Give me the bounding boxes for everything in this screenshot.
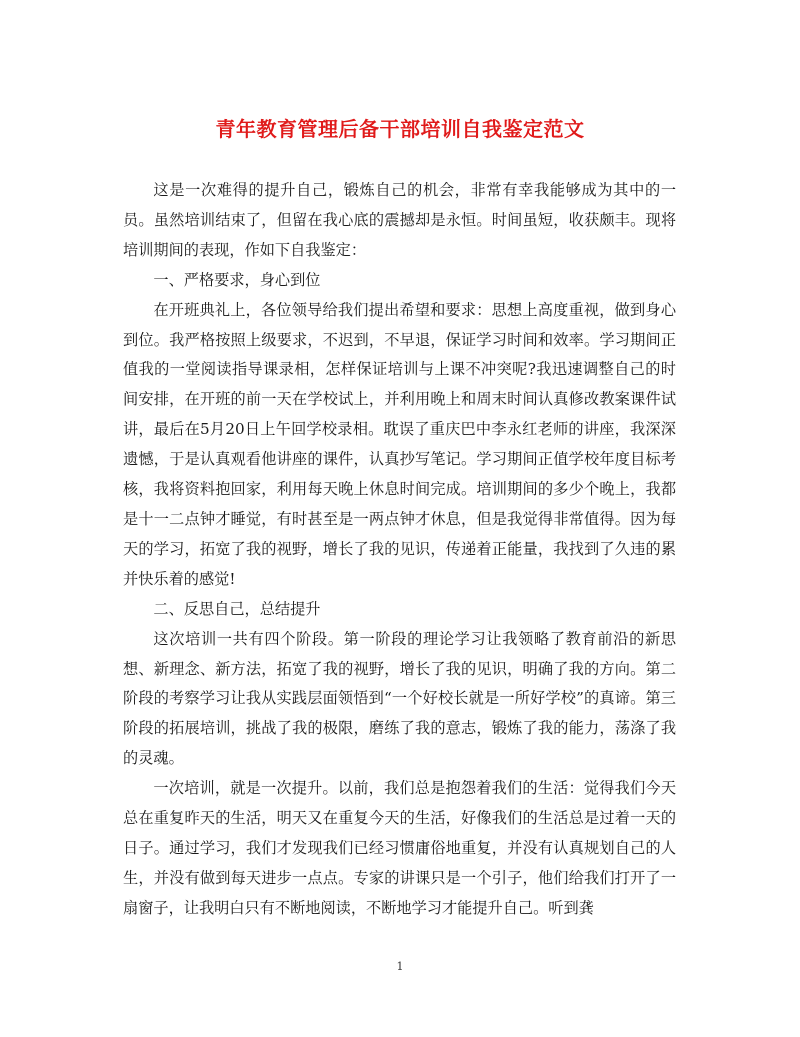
document-body	[123, 176, 676, 924]
paragraph-intro: 这是一次难得的提升自己，锻炼自己的机会，非常有幸我能够成为其中的一员。虽然培训结束了，但留在我心底的震撼却是永恒。时间虽短，收获颇丰。现将培训期间的表现，作如下自我鉴定：	[123, 181, 676, 259]
section-heading-1: 一、严格要求，身心到位	[153, 270, 321, 289]
paragraph-section-2-reflection: 一次培训，就是一次提升。以前，我们总是抱怨着我们的生活：觉得我们今天总在重复昨天的生活，明天又在重复今天的生活，好像我们的生活总是过着一天的日子。通过学习，我们才发现我们已经习惯庸俗地重复，并没有认真规划自己的人生，并没有做到每天进步一点点。专家的讲课只是一个引子，他们给我们打开了一扇窗子，让我明白只有不断地阅读，不断地学习才能提升自己。听到龚	[123, 779, 676, 917]
section-heading-2: 二、反思自己，总结提升	[153, 599, 321, 618]
paragraph-section-1: 在开班典礼上，各位领导给我们提出希望和要求：思想上高度重视，做到身心到位。我严格按照上级要求，不迟到，不早退，保证学习时间和效率。学习期间正值我的一堂阅读指导课录相，怎样保证培训与上课不冲突呢?我迅速调整自己的时间安排，在开班的前一天在学校试上，并利用晚上和周末时间认真修改教案课件试讲，最后在5月20日上午回学校录相。耽误了重庆巴中李永红老师的讲座，我深深遗憾，于是认真观看他讲座的课件，认真抄写笔记。学习期间正值学校年度目标考核，我将资料抱回家，利用每天晚上休息时间完成。培训期间的多少个晚上，我都是十一二点钟才睡觉，有时甚至是一两点钟才休息，但是我觉得非常值得。因为每天的学习，拓宽了我的视野，增长了我的见识，传递着正能量，我找到了久违的累并快乐着的感觉!	[123, 300, 676, 588]
page-number: 1	[396, 960, 404, 973]
paragraph-section-2-stages: 这次培训一共有四个阶段。第一阶段的理论学习让我领略了教育前沿的新思想、新理念、新方法，拓宽了我的视野，增长了我的见识，明确了我的方向。第二阶段的考察学习让我从实践层面领悟到“一个好校长就是一所好学校”的真谛。第三阶段的拓展培训，挑战了我的极限，磨练了我的意志，锻炼了我的能力，荡涤了我的灵魂。	[123, 629, 676, 768]
document-title: 青年教育管理后备干部培训自我鉴定范文	[215, 117, 585, 141]
